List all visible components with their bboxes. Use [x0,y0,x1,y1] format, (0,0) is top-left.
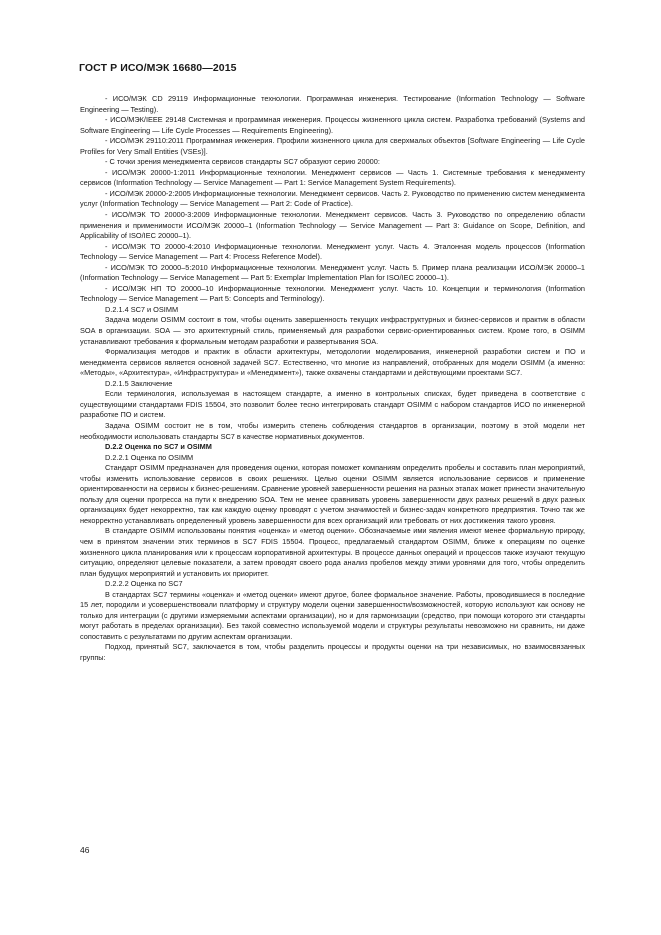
paragraph: Задача модели OSIMM состоит в том, чтобы оценить завершенность текущих инфраструктурных и бизнес-сервисов и практик в области SOA в организации. SOA — это архитектурный стиль, применяемый для разработки сервис-ориентированных систем. Кроме того, в OSIMM устанавливают требования к формальным методам разработки и развертывания SOA. [80,315,585,346]
paragraph: В стандартах SC7 термины «оценка» и «метод оценки» имеют другое, более формальное значение. Работы, проводившиеся в последние 15 лет, породили и усовершенствовали платформу и структуру модели оценки завершенности/возможностей, которую используют как основу не только для интеграции (с другими измеряемыми аспектами организации), но и для гармонизации (средство, при помощи которого эти стандарты могут работать в пределах организации). Без такой совместно используемой модели и структуры результаты невозможно ни сравнить, ни даже сопоставить с результатами по другим аспектам организации. [80,589,585,641]
paragraph: Формализация методов и практик в области архитектуры, методологии моделирования, инженерной разработки систем и ПО и менеджмента сервисов является основной задачей SC7. Естественно, что многие из направлений, отобранных для модели OSIMM (а именно: «Методы», «Архитектура», «Инфраструктура» и «Менеджмент»), также охвачены стандартами и действующими проектами SC7. [80,347,585,378]
section-heading: D.2.1.4 SC7 и OSIMM [105,304,179,314]
paragraph: - ИСО/МЭК/IEEE 29148 Системная и программная инженерия. Процессы жизненного цикла систем. Разработка требований (Systems and Software Engineering — Life Cycle Processes — Requirements Engineering). [80,115,585,135]
document-body [80,94,585,664]
paragraph: Подход, принятый SC7, заключается в том, чтобы разделить процессы и продукты оценки на три независимых, но взаимосвязанных группы: [80,642,585,662]
paragraph: - ИСО/МЭК ТО 20000-4:2010 Информационные технологии. Менеджмент услуг. Часть 4. Эталонная модель процессов (Information Technology — Service Management — Part 4: Process Reference Model). [80,241,585,262]
document-header: ГОСТ Р ИСО/МЭК 16680—2015 [79,62,237,74]
paragraph: - ИСО/МЭК ТО 20000-3:2009 Информационные технологии. Менеджмент сервисов. Часть 3. Руководство по определению области применения и применимости ИСО/МЭК 20000–1 (Information Technology — Service Management — Part 3: Guidance on Scope, Definition, and Applicability of ISO/IEC 20000–1). [80,210,585,241]
paragraph: Стандарт OSIMM предназначен для проведения оценки, которая поможет компаниям определить пробелы и составить план мероприятий, чтобы изменить использование сервисов в своих решениях. Целью оценки OSIMM является использование сервисов и применение ориентированности на сервисы к бизнес-решениям. Сравнение уровней завершенности решения на разных этапах может принести значительную пользу для оценки прогресса на пути к внедрению SOA. Тем не менее сравнивать уровень завершенности двух разных решений в двух разных организациях будет некорректно, так как каждую оценку проводят с учетом значимостей и бизнес-задач конкретного предприятия. Точно так же некорректно устанавливать определенный уровень завершенности для всех организаций или требовать от них достижения такого уровня. [80,463,585,525]
paragraph: В стандарте OSIMM использованы понятия «оценка» и «метод оценки». Обозначаемые ими явления имеют менее формальную природу, чем в принятом значении этих терминов в SC7 FDIS 15504. Процесс, предлагаемый стандартом OSIMM, ближе к операциям по оценке жизненного цикла планирования или к процессам корпоративной архитектуры. В процессе данных операций и процессов также изучают текущую ситуацию, определяют целевые показатели, а затем проводят своего рода анализ пробелов между этими уровнями для того, чтобы определить план будущих мероприятий и установить их приоритет. [80,526,585,578]
paragraph: - ИСО/МЭК 20000-1:2011 Информационные технологии. Менеджмент сервисов — Часть 1. Системные требования к менеджменту сервисов (Information Technology — Service Management — Part 1: Service Management System Requirements). [80,167,585,188]
page-number: 46 [80,845,90,855]
paragraph: - ИСО/МЭК НП ТО 20000–10 Информационные технологии. Менеджмент услуг. Часть 10. Концепции и терминология (Information Technology — Service Management — Part 5: Concepts and Terminology). [80,283,585,304]
paragraph: Если терминология, используемая в настоящем стандарте, а именно в контрольных списках, будет приведена в соответствие с существующими стандартами FDIS 15504, это позволит более тесно интегрировать стандарт OSIMM с набором стандартов ИСО по инженерной разработке ПО и систем. [80,389,585,420]
section-heading: D.2.1.5 Заключение [105,378,173,388]
paragraph: - ИСО/МЭК 29110:2011 Программная инженерия. Профили жизненного цикла для сверхмалых объектов [Software Engineering — Life Cycle Profiles for Very Small Entities (VSEs)]. [80,136,585,156]
section-heading-bold: D.2.2 Оценка по SC7 и OSIMM [105,442,212,452]
section-heading: D.2.2.2 Оценка по SC7 [105,579,183,589]
paragraph: - ИСО/МЭК 20000-2:2005 Информационные технологии. Менеджмент сервисов. Часть 2. Руководство по применению систем менеджмента услуг (Information Technology — Service Management — Part 2: Code of Practice). [80,188,585,209]
paragraph: - ИСО/МЭК CD 29119 Информационные технологии. Программная инженерия. Тестирование (Information Technology — Software Engineering — Testing). [80,94,585,114]
section-heading: D.2.2.1 Оценка по OSIMM [105,452,194,462]
paragraph: - ИСО/МЭК ТО 20000–5:2010 Информационные технологии. Менеджмент услуг. Часть 5. Пример плана реализации ИСО/МЭК 20000–1 (Information Technology — Service Management — Part 5: Exemplar Implementation Plan for ISO/IEC 20000–1). [80,262,585,283]
paragraph: - С точки зрения менеджмента сервисов стандарты SC7 образуют серию 20000: [105,157,380,167]
paragraph: Задача OSIMM состоит не в том, чтобы измерить степень соблюдения стандартов в организации, поэтому в этой модели нет необходимости использовать стандарты SC7 в качестве нормативных документов. [80,420,585,441]
